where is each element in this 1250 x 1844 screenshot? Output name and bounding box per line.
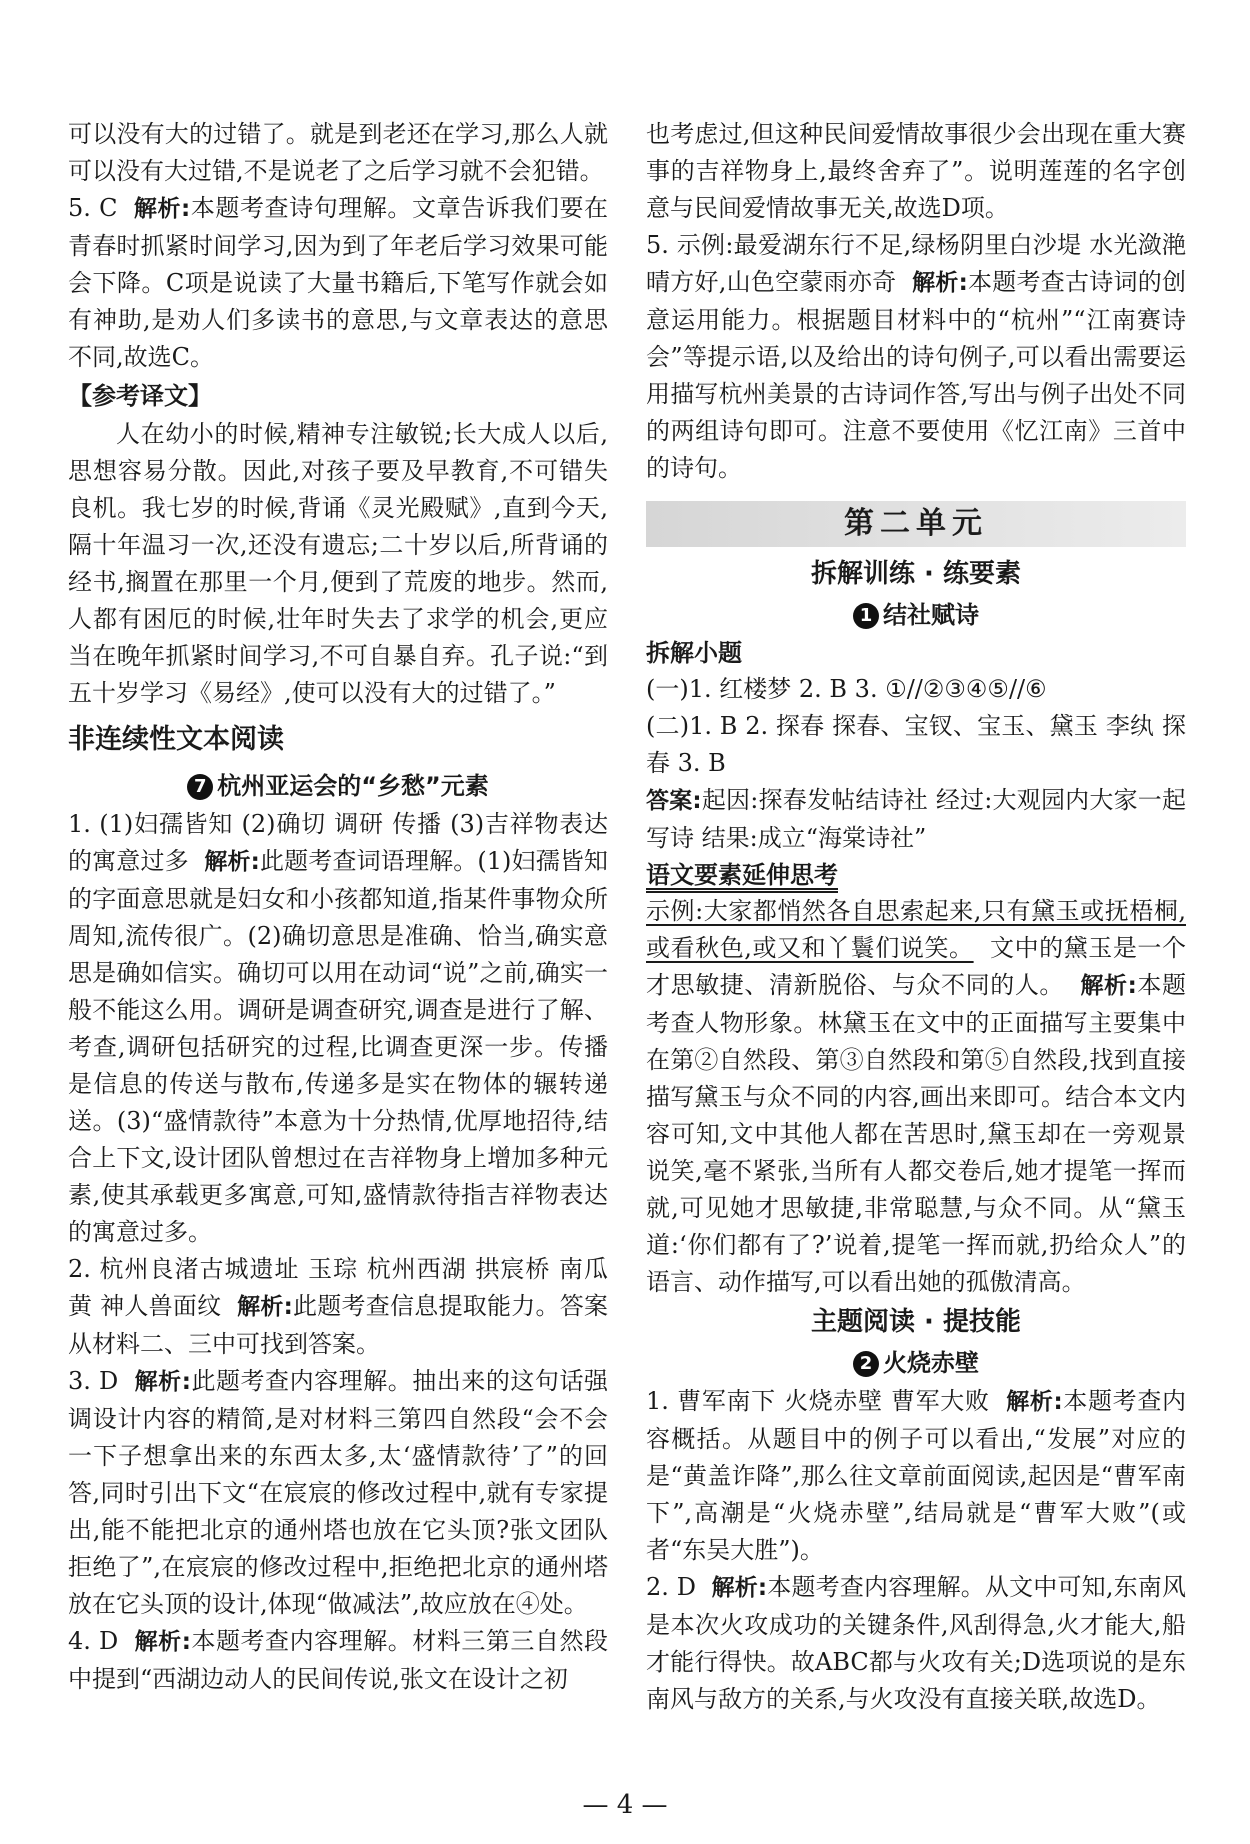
analysis-text: 本题考查古诗词的创意运用能力。根据题目材料中的“杭州”“江南赛诗会”等提示语,以及给出的诗句例子,可以看出需要运用描写杭州美景的古诗词作答,写出与例子出处不同的两组诗句即可。注意不要使用《忆江南》三首中的诗句。 — [646, 268, 1186, 482]
lesson-title — [646, 1343, 1186, 1383]
left-column — [68, 116, 608, 1698]
answer-5 — [68, 190, 608, 376]
answer-line: (二)1. B 2. 探春 探春、宝钗、宝玉、黛玉 李纨 探春 3. B — [646, 712, 1186, 777]
analysis-text: 此题考查信息提取能力。答案从材料二、三中可找到答案。 — [68, 1292, 609, 1358]
subheading: 语文要素延伸思考 — [646, 861, 838, 889]
lesson-title-text: 结社赋诗 — [883, 601, 979, 629]
analysis-text: 本题考查内容概括。从题目中的例子可以看出,“发展”对应的是“黄盖诈降”,那么往文章前面阅读,起因是“曹军南下”,高潮是“火烧赤壁”,结局就是“曹军大败”(或者“东吴大胜”)。 — [646, 1387, 1186, 1564]
answer-line: (一)1. 红楼梦 2. B 3. ①//②③④⑤//⑥ — [646, 675, 1047, 703]
translation-text: 人在幼小的时候,精神专注敏锐;长大成人以后,思想容易分散。因此,对孩子要及早教育,不可错失良机。我七岁的时候,背诵《灵光殿赋》,直到今天,隔十年温习一次,还没有遗忘;二十岁以后,所背诵的经书,搁置在那里一个月,便到了荒废的地步。然而,人都有困厄的时候,壮年时失去了求学的机会,更应当在晚年抓紧时间学习,不可自暴自弃。孔子说:“到五十岁学习《易经》,使可以没有大的过错了。” — [68, 420, 608, 707]
answer-5 — [646, 227, 1186, 487]
answer-content: 2. 杭州良渚古城遗址 玉琮 杭州西湖 拱宸桥 南瓜黄 神人兽面纹 — [68, 1255, 608, 1320]
answer-4 — [68, 1623, 608, 1698]
analysis-label: 解析: — [1080, 973, 1137, 999]
analysis-text: 本题考查内容理解。材料三第三自然段中提到“西湖边动人的民间传说,张文在设计之初 — [68, 1627, 609, 1693]
page-number: — 4 — — [582, 1790, 668, 1820]
lesson-title-text: 火烧赤壁 — [883, 1349, 979, 1377]
answer-content: 1. (1)妇孺皆知 (2)确切 调研 传播 (3)吉祥物表达的寓意过多 — [68, 810, 608, 875]
underlined-example: 示例:大家都悄然各自思索起来,只有黛玉或抚梧桐,或看秋色,或又和丫鬟们说笑。 — [646, 897, 1186, 962]
answer-text: 文中的黛玉是一个才思敏捷、清新脱俗、与众不同的人。 — [646, 934, 1187, 999]
paragraph: 可以没有大的过错了。就是到老还在学习,那么人就可以没有大过错,不是说老了之后学习就不会犯错。 — [68, 120, 608, 185]
answer-content: 1. 曹军南下 火烧赤壁 曹军大败 — [646, 1387, 990, 1415]
analysis-label: 解析: — [134, 1629, 191, 1655]
right-column — [646, 116, 1186, 1718]
paragraph: 也考虑过,但这种民间爱情故事很少会出现在重大赛事的吉祥物身上,最终舍弃了”。说明莲莲的名字创意与民间爱情故事无关,故选D项。 — [646, 120, 1186, 222]
analysis-label: 解析: — [711, 1575, 768, 1601]
analysis-label: 解析: — [204, 849, 260, 875]
answer-label: 答案: — [646, 788, 702, 814]
answer-content: 5. 示例:最爱湖东行不足,绿杨阴里白沙堤 水光潋滟晴方好,山色空蒙雨亦奇 — [646, 231, 1186, 296]
answer-block — [646, 782, 1186, 857]
unit-banner: 第二单元 — [646, 501, 1186, 547]
analysis-text: 本题考查人物形象。林黛玉在文中的正面描写主要集中在第②自然段、第③自然段和第⑤自然段,找到直接描写黛玉与众不同的内容,画出来即可。结合本文内容可知,文中其他人都在苦思时,黛玉却在一旁观景说笑,毫不紧张,当所有人都交卷后,她才提笔一挥而就,可见她才思敏捷,非常聪慧,与众不同。从“黛玉道:‘你们都有了?’说着,提笔一挥而就,扔给众人”的语言、动作描写,可以看出她的孤傲清高。 — [646, 971, 1186, 1296]
lesson-number-badge: 1 — [853, 603, 879, 629]
analysis-label: 解析: — [1006, 1389, 1063, 1415]
answer-number: 5. C — [68, 194, 118, 222]
analysis-label: 解析: — [912, 270, 968, 296]
answer-content: 2. D — [646, 1573, 696, 1601]
lesson-title — [68, 766, 608, 806]
lesson-title-text: 杭州亚运会的“乡愁”元素 — [217, 772, 489, 800]
analysis-text: 本题考查诗句理解。文章告诉我们要在青春时抓紧时间学习,因为到了年老后学习效果可能会下降。C项是说读了大量书籍后,下笔写作就会如有神助,是劝人们多读书的意思,与文章表达的意思不同,故选C。 — [68, 194, 609, 371]
lesson-title — [646, 595, 1186, 635]
extension-answer — [646, 893, 1186, 1301]
lesson-number-badge: 7 — [187, 774, 213, 800]
answer-1 — [68, 806, 608, 1251]
analysis-text: 此题考查词语理解。(1)妇孺皆知的字面意思就是妇女和小孩都知道,指某件事物众所周知,流传很广。(2)确切意思是准确、恰当,确实意思是确如信实。确切可以用在动词“说”之前,确实一般不能这么用。调研是调查研究,调查是进行了解、考查,调研包括研究的过程,比调查更深一步。传播是信息的传送与散布,传递多是实在物体的辗转递送。(3)“盛情款待”本意为十分热情,优厚地招待,结合上下文,设计团队曾想过在吉祥物身上增加多种元素,使其承载更多寓意,可知,盛情款待指吉祥物表达的寓意过多。 — [68, 847, 609, 1246]
answer-content: 3. D — [68, 1367, 119, 1395]
analysis-label: 解析: — [237, 1294, 293, 1320]
section-title: 非连续性文本阅读 — [68, 724, 284, 755]
answer-2 — [68, 1251, 608, 1363]
subheading: 拆解小题 — [646, 639, 742, 667]
answer-3 — [68, 1363, 608, 1623]
lesson-number-badge: 2 — [853, 1351, 879, 1377]
analysis-label: 解析: — [134, 1369, 191, 1395]
analysis-text: 此题考查内容理解。抽出来的这句话强调设计内容的精简,是对材料三第四自然段“会不会一下子想拿出来的东西太多,太‘盛情款待’了”的回答,同时引出下文“在宸宸的修改过程中,就有专家提出,能不能把北京的通州塔也放在它头顶?张文团队拒绝了”,在宸宸的修改过程中,拒绝把北京的通州塔放在它头顶的设计,体现“做减法”,故应放在④处。 — [68, 1367, 609, 1618]
answer-2 — [646, 1569, 1186, 1718]
section-heading: 拆解训练 · 练要素 — [811, 559, 1021, 589]
section-heading: 主题阅读 · 提技能 — [811, 1307, 1021, 1337]
answer-content: 4. D — [68, 1627, 119, 1655]
reference-translation-label: 【参考译文】 — [68, 382, 212, 410]
answer-1 — [646, 1383, 1186, 1569]
analysis-label: 解析: — [133, 196, 191, 222]
analysis-text: 本题考查内容理解。从文中可知,东南风是本次火攻成功的关键条件,风刮得急,火才能大,船才能行得快。故ABC都与火攻有关;D选项说的是东南风与敌方的关系,与火攻没有直接关联,故选D。 — [646, 1573, 1186, 1713]
answer-text: 起因:探春发帖结诗社 经过:大观园内大家一起写诗 结果:成立“海棠诗社” — [646, 786, 1186, 852]
